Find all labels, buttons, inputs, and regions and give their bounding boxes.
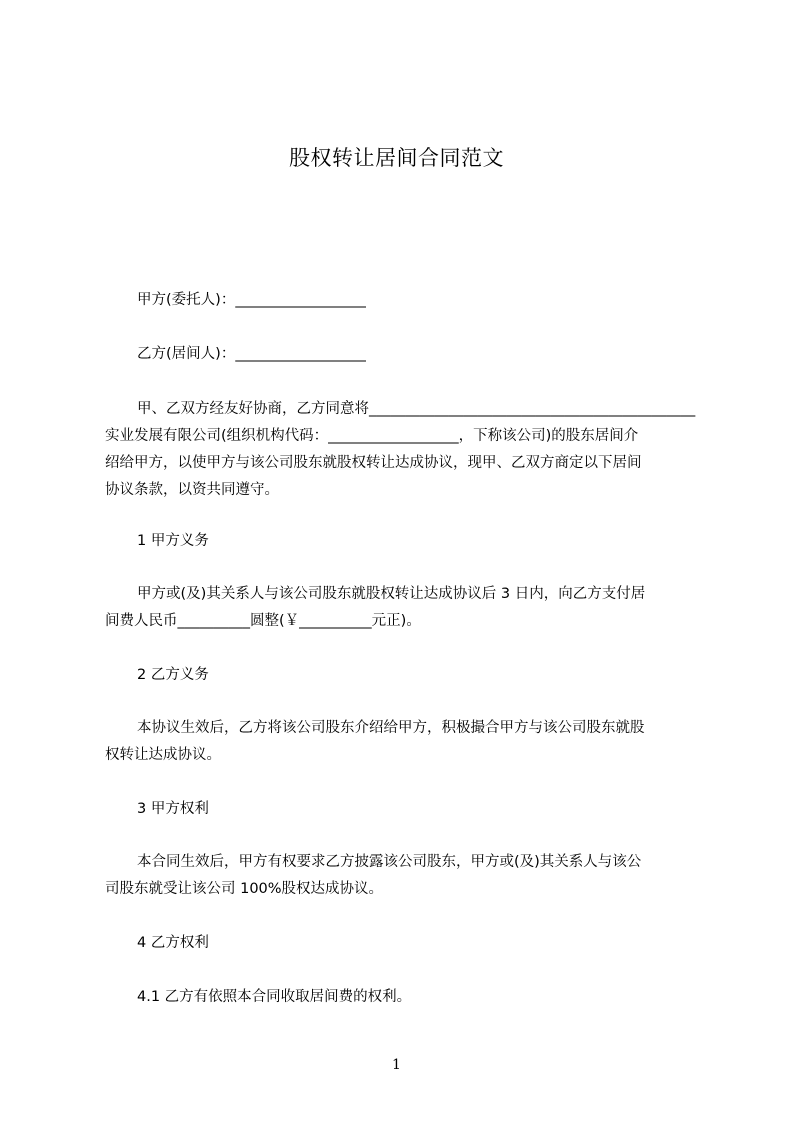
section-3-line-1: 本合同生效后，甲方有权要求乙方披露该公司股东，甲方或(及)其关系人与该公 [137, 854, 642, 870]
party-b-line: 乙方(居间人)：__________________ [137, 346, 366, 362]
section-4-heading: 4 乙方权利 [137, 935, 209, 951]
page-number: 1 [392, 1057, 401, 1073]
section-1-line-2: 间费人民币__________圆整(￥__________元正)。 [105, 613, 421, 629]
section-1-line-1: 甲方或(及)其关系人与该公司股东就股权转让达成协议后 3 日内，向乙方支付居 [137, 586, 646, 602]
section-1-heading: 1 甲方义务 [137, 533, 209, 549]
document-title: 股权转让居间合同范文 [289, 146, 504, 170]
section-2-heading: 2 乙方义务 [137, 667, 209, 683]
section-2-line-2: 权转让达成协议。 [105, 747, 221, 763]
intro-line-2: 实业发展有限公司(组织机构代码：__________________，下称该公司)的股东居间介 [105, 428, 639, 444]
section-3-line-2: 司股东就受让该公司 100%股权达成协议。 [105, 881, 384, 897]
section-2-line-1: 本协议生效后，乙方将该公司股东介绍给甲方，积极撮合甲方与该公司股东就股 [137, 720, 645, 736]
intro-line-4: 协议条款，以资共同遵守。 [105, 482, 279, 498]
section-4-line-1: 4.1 乙方有依照本合同收取居间费的权利。 [137, 989, 412, 1005]
intro-line-1: 甲、乙双方经友好协商，乙方同意将_____________________________________________ [137, 401, 696, 417]
party-a-line: 甲方(委托人)：__________________ [137, 292, 366, 308]
section-3-heading: 3 甲方权利 [137, 801, 209, 817]
intro-line-3: 绍给甲方，以使甲方与该公司股东就股权转让达成协议，现甲、乙双方商定以下居间 [105, 455, 642, 471]
